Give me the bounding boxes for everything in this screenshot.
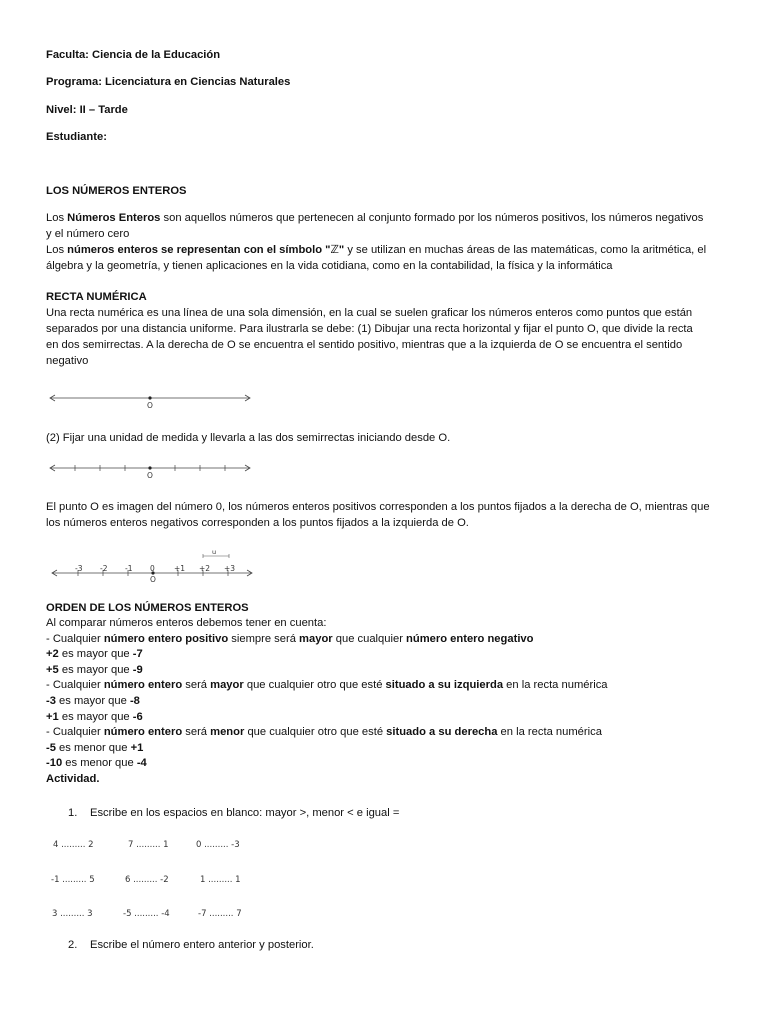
example-line: +2 es mayor que -7 [46,648,143,661]
text-line: Una recta numérica es una línea de una sola dimensión, en la cual se suelen graficar los números enteros como puntos que están [46,307,693,319]
example-line: -10 es menor que -4 [46,757,147,770]
section-title-numeros-enteros: LOS NÚMEROS ENTEROS [46,185,187,197]
question-one-text: Escribe en los espacios en blanco: mayor >, menor < e igual = [90,807,400,819]
text-line: negativo [46,355,89,367]
rule-two: - Cualquier número entero será mayor que cualquier otro que esté situado a su izquierda en la recta numérica [46,679,608,692]
exercise-item: 3 ......... 3 [52,909,93,919]
exercise-item: 4 ......... 2 [53,840,94,850]
tick-label: -2 [100,564,108,573]
tick-label: +1 [174,564,186,573]
exercise-item: -7 ......... 7 [198,909,242,919]
tick-label: +3 [224,564,236,573]
origin-label: O [147,471,153,480]
section-title-orden: ORDEN DE LOS NÚMEROS ENTEROS [46,602,249,614]
faculty-label: Faculta: Ciencia de la Educación [46,49,221,61]
exercise-item: -1 ......... 5 [51,875,95,885]
text: Los [46,244,68,256]
example-line: +5 es mayor que -9 [46,663,143,676]
paragraph-recta [46,305,758,369]
paragraph-punto-o [46,499,758,531]
tick-label: 0 [150,564,155,573]
text-line: Al comparar números enteros debemos tener en cuenta: [46,617,327,629]
program-label: Programa: Licenciatura en Ciencias Naturales [46,76,291,88]
question-number: 2. [68,939,78,951]
text-line: los números enteros negativos corresponden a los puntos fijados a la izquierda de O. [46,517,469,529]
unit-label: u [212,548,217,556]
text-line: El punto O es imagen del número 0, los números enteros positivos corresponden a los puntos fijados a la derecha de O, mientras que [46,501,710,513]
exercise-item: 7 ......... 1 [128,840,169,850]
example-line: +1 es mayor que -6 [46,710,143,723]
tick-label: -1 [125,564,133,573]
rule-one: - Cualquier número entero positivo siempre será mayor que cualquier número entero negativo [46,632,534,645]
paragraph-orden [46,616,758,788]
question-two-text: Escribe el número entero anterior y posterior. [90,939,314,951]
paragraph-definition [46,210,758,274]
rule-three: - Cualquier número entero será menor que cualquier otro que esté situado a su derecha en la recta numérica [46,726,602,739]
exercise-item: -5 ......... -4 [123,909,170,919]
question-number: 1. [68,807,78,819]
tick-label: +2 [199,564,211,573]
text: son aquellos números que pertenecen al conjunto formado por los números positivos, los números negativos [160,212,704,224]
student-label: Estudiante: [46,131,107,143]
text-line: en dos semirrectas. A la derecha de O se encuentra el sentido positivo, mientras que a la izquierda de O se encuentra el sentido [46,339,683,351]
bold-text: números enteros se representan con el símbolo "ℤ" [67,244,345,256]
exercise-item: 1 ......... 1 [200,875,241,885]
text-line: álgebra y la geometría, y tienen aplicaciones en la vida cotidiana, como en la contabilidad, la física y la informática [46,260,613,272]
text-line: y el número cero [46,228,130,240]
exercise-item: 0 ......... -3 [196,840,240,850]
text-line: separados por una distancia uniforme. Para ilustrarla se debe: (1) Dibujar una recta horizontal y fijar el punto O, que divide la recta [46,323,693,335]
bold-text: Números Enteros [67,212,161,224]
step-two-text: (2) Fijar una unidad de medida y llevarla a las dos semirrectas iniciando desde O. [46,432,451,444]
exercise-item: 6 ......... -2 [125,875,169,885]
activity-heading: Actividad. [46,772,100,785]
origin-label: O [150,575,156,584]
example-line: -3 es mayor que -8 [46,694,140,707]
tick-label: -3 [75,564,83,573]
text: Los [46,212,68,224]
level-label: Nivel: II – Tarde [46,104,128,116]
origin-label: O [147,401,153,410]
section-title-recta-numerica: RECTA NUMÉRICA [46,291,147,303]
example-line: -5 es menor que +1 [46,741,144,754]
text: y se utilizan en muchas áreas de las matemáticas, como la aritmética, el [344,244,707,256]
